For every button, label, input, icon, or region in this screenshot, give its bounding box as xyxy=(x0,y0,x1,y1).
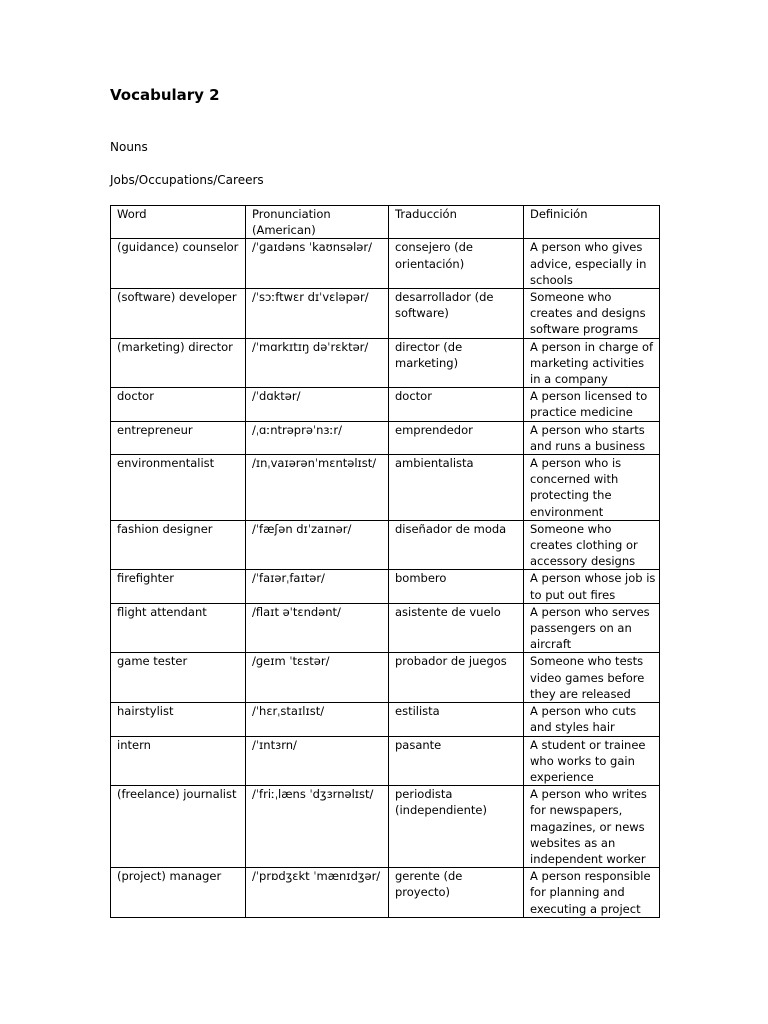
cell-translation: emprendedor xyxy=(389,421,524,454)
table-row xyxy=(111,570,660,603)
cell-pronunciation: /ˈhɛrˌstaɪlɪst/ xyxy=(246,703,389,736)
cell-pronunciation: /ˈɪntɜrn/ xyxy=(246,736,389,786)
table-row xyxy=(111,289,660,339)
cell-translation: desarrollador (de software) xyxy=(389,289,524,339)
table-row xyxy=(111,455,660,521)
table-row xyxy=(111,421,660,454)
cell-word: (freelance) journalist xyxy=(111,786,246,868)
table-row xyxy=(111,868,660,918)
cell-definition: A person who writes for newspapers, magazines, or news websites as an independent worker xyxy=(524,786,660,868)
cell-definition: A person in charge of marketing activities in a company xyxy=(524,338,660,388)
subsection-heading: Jobs/Occupations/Careers xyxy=(110,173,264,187)
cell-word: (project) manager xyxy=(111,868,246,918)
cell-translation: probador de juegos xyxy=(389,653,524,703)
section-heading: Nouns xyxy=(110,140,148,154)
document-title: Vocabulary 2 xyxy=(110,86,220,104)
cell-translation: gerente (de proyecto) xyxy=(389,868,524,918)
cell-word: intern xyxy=(111,736,246,786)
cell-translation: doctor xyxy=(389,388,524,421)
cell-pronunciation: /ˈsɔːftwɛr dɪˈvɛləpər/ xyxy=(246,289,389,339)
cell-definition: A person responsible for planning and executing a project xyxy=(524,868,660,918)
table-row xyxy=(111,786,660,868)
cell-word: environmentalist xyxy=(111,455,246,521)
cell-definition: Someone who tests video games before they are released xyxy=(524,653,660,703)
cell-definition: A person whose job is to put out fires xyxy=(524,570,660,603)
cell-word: (guidance) counselor xyxy=(111,239,246,289)
table-row xyxy=(111,338,660,388)
cell-pronunciation: /ˈfriːˌlæns ˈdʒɜrnəlɪst/ xyxy=(246,786,389,868)
table-row xyxy=(111,520,660,570)
header-definition: Definición xyxy=(524,206,660,239)
cell-word: entrepreneur xyxy=(111,421,246,454)
cell-translation: estilista xyxy=(389,703,524,736)
cell-definition: A student or trainee who works to gain experience xyxy=(524,736,660,786)
cell-definition: A person who cuts and styles hair xyxy=(524,703,660,736)
cell-pronunciation: /flaɪt əˈtɛndənt/ xyxy=(246,603,389,653)
cell-word: doctor xyxy=(111,388,246,421)
table-row xyxy=(111,239,660,289)
cell-translation: asistente de vuelo xyxy=(389,603,524,653)
cell-word: firefighter xyxy=(111,570,246,603)
cell-translation: ambientalista xyxy=(389,455,524,521)
cell-word: hairstylist xyxy=(111,703,246,736)
cell-translation: bombero xyxy=(389,570,524,603)
cell-pronunciation: /ɡeɪm ˈtɛstər/ xyxy=(246,653,389,703)
vocabulary-table xyxy=(110,205,660,918)
table-row xyxy=(111,388,660,421)
table-row xyxy=(111,703,660,736)
cell-translation: director (de marketing) xyxy=(389,338,524,388)
cell-pronunciation: /ˈfaɪərˌfaɪtər/ xyxy=(246,570,389,603)
cell-word: (software) developer xyxy=(111,289,246,339)
header-translation: Traducción xyxy=(389,206,524,239)
cell-definition: A person who serves passengers on an aircraft xyxy=(524,603,660,653)
cell-pronunciation: /ˈprɒdʒɛkt ˈmænɪdʒər/ xyxy=(246,868,389,918)
cell-word: flight attendant xyxy=(111,603,246,653)
cell-definition: Someone who creates clothing or accessory designs xyxy=(524,520,660,570)
cell-pronunciation: /ɪnˌvaɪərənˈmɛntəlɪst/ xyxy=(246,455,389,521)
cell-translation: diseñador de moda xyxy=(389,520,524,570)
cell-word: (marketing) director xyxy=(111,338,246,388)
table-header-row xyxy=(111,206,660,239)
cell-pronunciation: /ˈɡaɪdəns ˈkaʊnsələr/ xyxy=(246,239,389,289)
cell-word: game tester xyxy=(111,653,246,703)
table-row xyxy=(111,736,660,786)
cell-pronunciation: /ˌɑːntrəprəˈnɜːr/ xyxy=(246,421,389,454)
cell-definition: A person who starts and runs a business xyxy=(524,421,660,454)
table-row xyxy=(111,603,660,653)
cell-definition: A person who is concerned with protecting the environment xyxy=(524,455,660,521)
cell-pronunciation: /ˈfæʃən dɪˈzaɪnər/ xyxy=(246,520,389,570)
cell-definition: A person who gives advice, especially in schools xyxy=(524,239,660,289)
cell-translation: periodista (independiente) xyxy=(389,786,524,868)
cell-pronunciation: /ˈmɑrkɪtɪŋ dəˈrɛktər/ xyxy=(246,338,389,388)
cell-definition: Someone who creates and designs software programs xyxy=(524,289,660,339)
cell-word: fashion designer xyxy=(111,520,246,570)
cell-pronunciation: /ˈdɑktər/ xyxy=(246,388,389,421)
header-word: Word xyxy=(111,206,246,239)
cell-translation: consejero (de orientación) xyxy=(389,239,524,289)
cell-definition: A person licensed to practice medicine xyxy=(524,388,660,421)
header-pronunciation: Pronunciation (American) xyxy=(246,206,389,239)
cell-translation: pasante xyxy=(389,736,524,786)
table-row xyxy=(111,653,660,703)
